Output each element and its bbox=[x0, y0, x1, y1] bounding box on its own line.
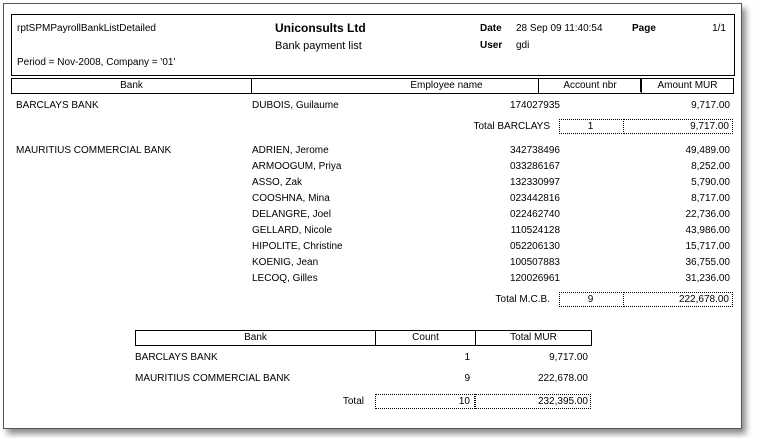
employee-name: KOENIG, Jean bbox=[252, 257, 319, 268]
account-number: 110524128 bbox=[510, 225, 560, 236]
summary-col-count: Count bbox=[375, 330, 476, 346]
account-number: 100507883 bbox=[509, 257, 560, 268]
amount-value: 9,717.00 bbox=[691, 100, 730, 111]
amount-value: 8,252.00 bbox=[691, 161, 730, 172]
user-value: gdi bbox=[516, 40, 530, 51]
account-number: 022462740 bbox=[509, 209, 560, 220]
group-total-label: Total BARCLAYS bbox=[473, 121, 550, 132]
group-total-label: Total M.C.B. bbox=[495, 294, 550, 305]
summary-col-bank: Bank bbox=[135, 330, 376, 346]
company-name: Uniconsults Ltd bbox=[275, 21, 366, 35]
account-number: 033286167 bbox=[509, 161, 560, 172]
summary-total-count: 10 bbox=[458, 396, 470, 407]
summary-total: 222,678.00 bbox=[537, 373, 588, 384]
col-header-amount: Amount MUR bbox=[641, 78, 734, 94]
period-filter: Period = Nov-2008, Company = '01' bbox=[17, 57, 176, 68]
account-number: 174027935 bbox=[509, 100, 560, 111]
group-total-amount: 9,717.00 bbox=[690, 121, 729, 132]
summary-total-amount: 232,395.00 bbox=[537, 396, 588, 407]
summary-count: 9 bbox=[464, 373, 470, 384]
group-total-count: 1 bbox=[587, 121, 594, 132]
page-label: Page bbox=[632, 23, 656, 34]
employee-name: COOSHNA, Mina bbox=[252, 193, 330, 204]
employee-name: LECOQ, Gilles bbox=[252, 273, 318, 284]
report-page bbox=[3, 3, 742, 429]
group-total-count: 9 bbox=[587, 294, 594, 305]
report-subtitle: Bank payment list bbox=[275, 40, 362, 52]
group-bank-name: MAURITIUS COMMERCIAL BANK bbox=[16, 145, 172, 156]
account-number: 023442816 bbox=[509, 193, 560, 204]
employee-name: DELANGRE, Joel bbox=[252, 209, 331, 220]
report-header bbox=[11, 14, 735, 76]
account-number: 052206130 bbox=[509, 241, 560, 252]
user-label: User bbox=[480, 40, 503, 51]
date-value: 28 Sep 09 11:40:54 bbox=[516, 23, 603, 34]
account-number: 120026961 bbox=[509, 273, 560, 284]
col-header-account: Account nbr bbox=[538, 78, 642, 94]
employee-name: GELLARD, Nicole bbox=[252, 225, 333, 236]
amount-value: 8,717.00 bbox=[691, 193, 730, 204]
amount-value: 49,489.00 bbox=[685, 145, 730, 156]
summary-total-label: Total bbox=[342, 396, 364, 407]
amount-value: 36,755.00 bbox=[685, 257, 730, 268]
summary-total: 9,717.00 bbox=[549, 352, 588, 363]
employee-name: ADRIEN, Jerome bbox=[252, 145, 329, 156]
page-value: 1/1 bbox=[712, 23, 726, 34]
employee-name: ASSO, Zak bbox=[252, 177, 303, 188]
amount-value: 15,717.00 bbox=[685, 241, 730, 252]
amount-value: 22,736.00 bbox=[685, 209, 730, 220]
employee-name: DUBOIS, Guilaume bbox=[252, 100, 339, 111]
summary-bank: BARCLAYS BANK bbox=[135, 352, 218, 363]
summary-col-total: Total MUR bbox=[475, 330, 592, 346]
col-header-bank: Bank bbox=[11, 78, 252, 94]
group-total-amount: 222,678.00 bbox=[678, 294, 729, 305]
summary-count: 1 bbox=[464, 352, 470, 363]
amount-value: 43,986.00 bbox=[685, 225, 730, 236]
amount-value: 31,236.00 bbox=[685, 273, 730, 284]
summary-bank: MAURITIUS COMMERCIAL BANK bbox=[135, 373, 291, 384]
amount-value: 5,790.00 bbox=[691, 177, 730, 188]
account-number: 132330997 bbox=[509, 177, 560, 188]
report-name: rptSPMPayrollBankListDetailed bbox=[17, 23, 156, 34]
group-bank-name: BARCLAYS BANK bbox=[16, 100, 99, 111]
account-number: 342738496 bbox=[509, 145, 560, 156]
date-label: Date bbox=[480, 23, 502, 34]
employee-name: HIPOLITE, Christine bbox=[252, 241, 343, 252]
col-header-employee: Employee name bbox=[251, 78, 642, 94]
employee-name: ARMOOGUM, Priya bbox=[252, 161, 342, 172]
